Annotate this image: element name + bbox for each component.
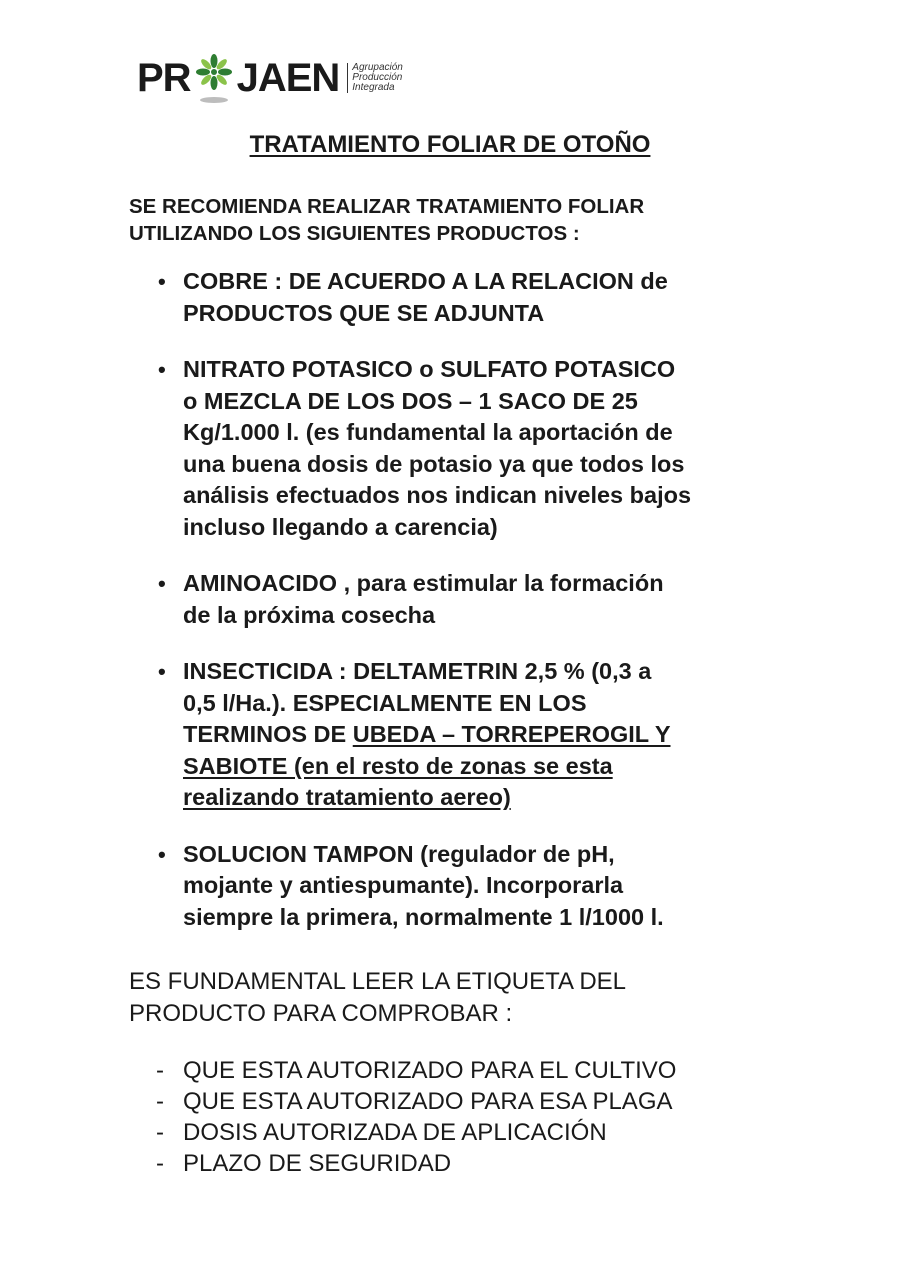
product-item-cobre (158, 266, 808, 329)
check-item: - QUE ESTA AUTORIZADO PARA ESA PLAGA (156, 1086, 676, 1117)
product-item-insecticida (158, 656, 808, 814)
item-line: • COBRE : DE ACUERDO A LA RELACION de (183, 268, 668, 294)
logo-subtitle-line: Integrada (352, 81, 395, 93)
check-item: - QUE ESTA AUTORIZADO PARA EL CULTIVO (156, 1055, 676, 1086)
item-line: Kg/1.000 l. (es fundamental la aportación de (183, 419, 673, 445)
item-text: TERMINOS DE (183, 721, 353, 747)
item-line: una buena dosis de potasio ya que todos los (183, 450, 685, 477)
document-title: TRATAMIENTO FOLIAR DE OTOÑO (249, 131, 651, 158)
product-item-solucion-tampon (158, 839, 808, 934)
check-list (156, 1055, 676, 1179)
item-line: 0,5 l/Ha.). ESPECIALMENTE EN LOS (183, 689, 587, 716)
product-item-potasio (158, 354, 808, 543)
item-line-mixed (183, 719, 808, 751)
underlined-zone-text: SABIOTE (en el resto de zonas se esta (183, 752, 613, 779)
reminder-line: PRODUCTO PARA COMPROBAR : (129, 999, 513, 1027)
reminder-line: ES FUNDAMENTAL LEER LA ETIQUETA DEL (129, 968, 627, 995)
label-reminder-paragraph (129, 966, 809, 1029)
logo-subtitle-line: Producción (352, 71, 403, 83)
check-item: - DOSIS AUTORIZADA DE APLICACIÓN (156, 1117, 676, 1148)
item-line: • INSECTICIDA : DELTAMETRIN 2,5 % (0,3 a (183, 658, 652, 684)
item-line: o MEZCLA DE LOS DOS – 1 SACO DE 25 (183, 387, 638, 414)
underlined-zone-text: UBEDA – TORREPEROGIL Y (352, 721, 671, 747)
item-line: de la próxima cosecha (183, 601, 436, 628)
check-item: - PLAZO DE SEGURIDAD (156, 1148, 676, 1179)
underlined-zone-text: realizando tratamiento aereo) (183, 784, 511, 810)
item-line: • AMINOACIDO , para estimular la formación (183, 570, 664, 596)
item-line: PRODUCTOS QUE SE ADJUNTA (183, 299, 545, 326)
logo-text-jaen: JAEN (236, 55, 340, 100)
product-item-aminoacido (158, 568, 808, 631)
olive-leaf-icon (192, 48, 236, 108)
intro-paragraph (129, 193, 809, 247)
logo-subtitle-line: Agrupación (352, 61, 403, 73)
intro-line: UTILIZANDO LOS SIGUIENTES PRODUCTOS : (129, 222, 580, 245)
item-line: • SOLUCION TAMPON (regulador de pH, (183, 840, 615, 867)
projaen-logo (137, 50, 403, 105)
item-line: siempre la primera, normalmente 1 l/1000 l. (183, 903, 664, 930)
intro-line: SE RECOMIENDA REALIZAR TRATAMIENTO FOLIAR (129, 195, 645, 218)
item-line: mojante y antiespumante). Incorporarla (183, 872, 624, 898)
item-line: • NITRATO POTASICO o SULFATO POTASICO (183, 356, 676, 382)
logo-subtitle (347, 63, 403, 93)
product-list (158, 266, 808, 958)
logo-text-pr: PR (137, 55, 191, 100)
item-line: incluso llegando a carencia) (183, 513, 498, 540)
item-line: análisis efectuados nos indican niveles bajos (183, 482, 692, 508)
